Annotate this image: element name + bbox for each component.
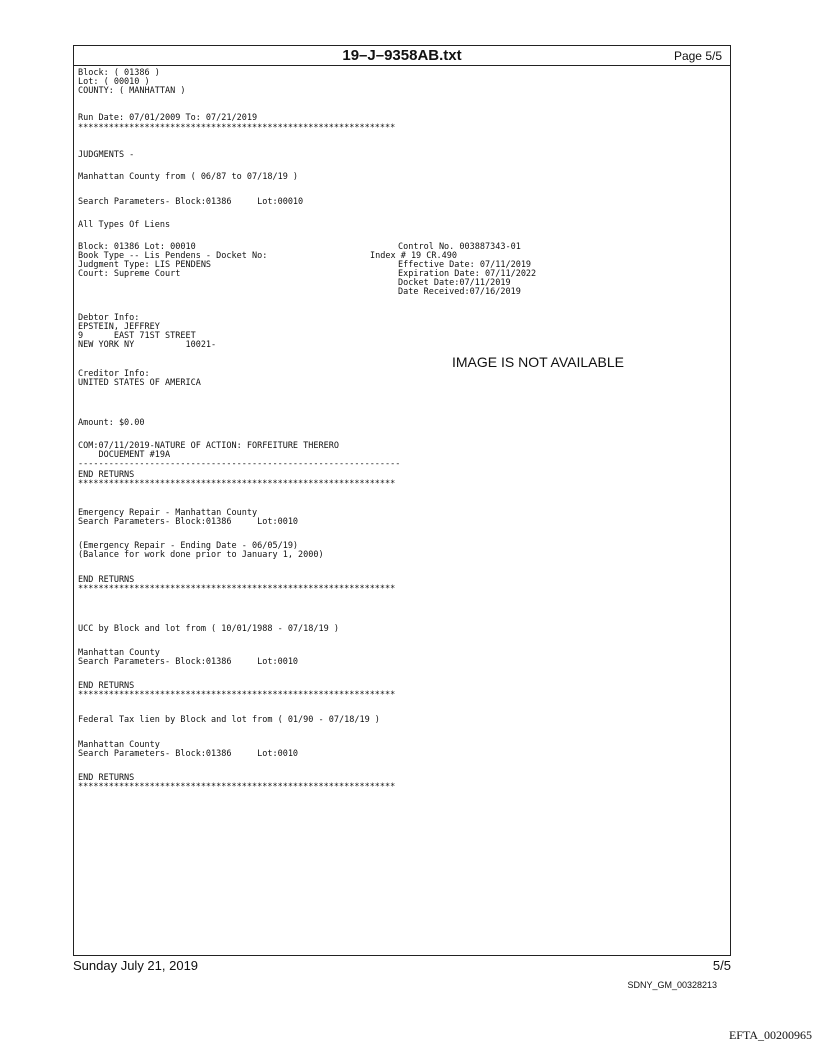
report-line: **************************************************************	[78, 782, 396, 792]
report-line: NEW YORK NY 10021-	[78, 340, 217, 350]
report-line: END RETURNS	[78, 575, 135, 585]
report-line: Debtor Info:	[78, 313, 140, 323]
footer-date: Sunday July 21, 2019	[73, 958, 199, 973]
report-line: All Types Of Liens	[78, 220, 171, 230]
report-line: Federal Tax lien by Block and lot from ( 01/90 - 07/18/19 )	[78, 715, 380, 725]
report-line: UNITED STATES OF AMERICA	[78, 378, 201, 388]
report-line: Creditor Info:	[78, 369, 150, 379]
report-line: END RETURNS	[78, 773, 135, 783]
report-line: COUNTY: ( MANHATTAN )	[78, 86, 186, 96]
document-header	[74, 46, 730, 66]
report-line-right-column: Docket Date:07/11/2019	[398, 278, 511, 288]
report-line: Block: ( 01386 )	[78, 68, 160, 78]
report-line: Manhattan County	[78, 740, 160, 750]
image-not-available-notice: IMAGE IS NOT AVAILABLE	[452, 354, 624, 370]
report-line: **************************************************************	[78, 479, 396, 489]
report-line: ---------------------------------------------------------------	[78, 459, 401, 469]
report-line-right-column: Effective Date: 07/11/2019	[398, 260, 532, 270]
efta-number: EFTA_00200965	[728, 1028, 812, 1042]
report-line: EPSTEIN, JEFFREY	[78, 322, 160, 332]
report-line: 9 EAST 71ST STREET	[78, 331, 196, 341]
report-line: Manhattan County from ( 06/87 to 07/18/19 )	[78, 172, 299, 182]
report-line: **************************************************************	[78, 584, 396, 594]
report-line: Lot: ( 00010 )	[78, 77, 150, 87]
report-line: COM:07/11/2019-NATURE OF ACTION: FORFEITURE THERERO	[78, 441, 339, 451]
report-line-right-column: Index # 19 CR.490	[370, 251, 457, 261]
report-line: Search Parameters- Block:01386 Lot:0010	[78, 517, 299, 527]
report-line: Search Parameters- Block:01386 Lot:00010	[78, 197, 304, 207]
report-line: Emergency Repair - Manhattan County	[78, 508, 258, 518]
report-line: Amount: $0.00	[78, 418, 145, 428]
report-line: Court: Supreme Court	[78, 269, 181, 279]
report-line: (Balance for work done prior to January 1, 2000)	[78, 550, 324, 560]
page-indicator: Page 5/5	[673, 49, 722, 63]
report-line: **************************************************************	[78, 690, 396, 700]
report-line: Manhattan County	[78, 648, 160, 658]
report-line: **************************************************************	[78, 123, 396, 133]
report-line: END RETURNS	[78, 681, 135, 691]
report-line: (Emergency Repair - Ending Date - 06/05/19)	[78, 541, 299, 551]
report-line: JUDGMENTS -	[78, 150, 135, 160]
report-line: Judgment Type: LIS PENDENS	[78, 260, 212, 270]
report-line: UCC by Block and lot from ( 10/01/1988 - 07/18/19 )	[78, 624, 339, 634]
file-title: 19–J–9358AB.txt	[342, 47, 462, 64]
report-line-right-column: Control No. 003887343-01	[398, 242, 521, 252]
footer-page-number: 5/5	[712, 958, 731, 973]
report-body	[78, 68, 718, 948]
report-line: Book Type -- Lis Pendens - Docket No:	[78, 251, 268, 261]
report-line-right-column: Expiration Date: 07/11/2022	[398, 269, 537, 279]
document-frame	[73, 45, 731, 956]
report-line: DOCUEMENT #19A	[78, 450, 171, 460]
report-line: END RETURNS	[78, 470, 135, 480]
report-line-right-column: Date Received:07/16/2019	[398, 287, 521, 297]
report-line: Search Parameters- Block:01386 Lot:0010	[78, 749, 299, 759]
report-line: Run Date: 07/01/2009 To: 07/21/2019	[78, 113, 258, 123]
bates-number: SDNY_GM_00328213	[627, 980, 717, 990]
report-line: Block: 01386 Lot: 00010	[78, 242, 196, 252]
report-line: Search Parameters- Block:01386 Lot:0010	[78, 657, 299, 667]
